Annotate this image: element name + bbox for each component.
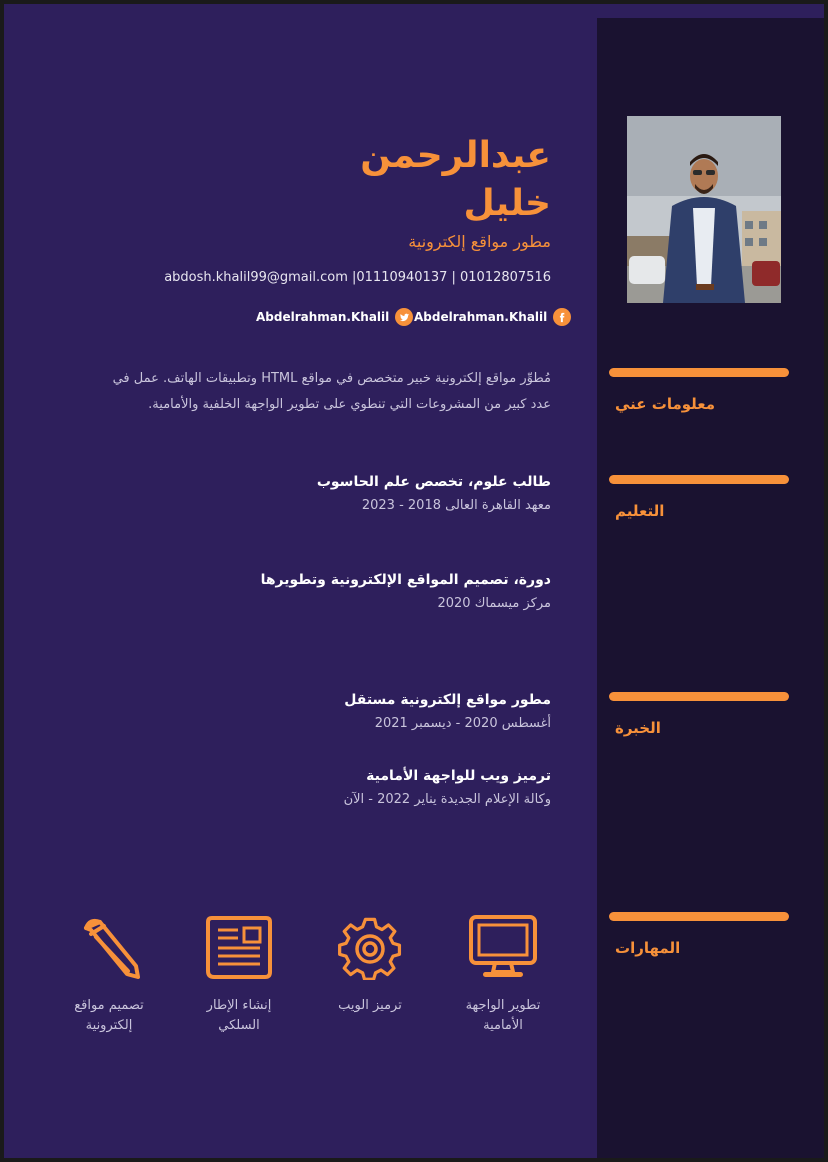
name-line2: خليل [463,183,551,224]
skills-section-heading [609,912,789,957]
profile-photo [627,116,781,303]
name-line1: عبدالرحمن [360,135,551,176]
education-item-sub: معهد القاهرة العالى 2018 - 2023 [361,498,551,513]
facebook-icon [553,308,571,326]
gear-icon [335,914,405,980]
skill-label-line2: السلكي [218,1018,260,1033]
skill-web-coding [305,914,435,1016]
skills-title: المهارات [615,939,681,957]
skill-wireframe [174,914,304,1036]
experience-item-title: ترميز ويب للواجهة الأمامية [366,768,551,784]
skill-web-design [44,914,174,1036]
about-title: معلومات عني [615,395,716,413]
about-bar [609,368,789,377]
education-item-title: دورة، تصميم المواقع الإلكترونية وتطويرها [260,572,551,588]
name-heading [251,132,551,228]
about-text [61,366,551,418]
skill-label-line1: تصميم مواقع [74,998,144,1013]
experience-bar [609,692,789,701]
job-title: مطور مواقع إلكترونية [408,232,551,251]
contact-info[interactable]: abdosh.khalil99@gmail.com |01110940137 | 01012807516 [164,270,551,285]
education-bar [609,475,789,484]
experience-item-sub: وكالة الإعلام الجديدة يناير 2022 - الآن [343,792,551,807]
about-line2: عدد كبير من المشروعات التي تنطوي على تطوير الواجهة الخلفية والأمامية. [148,397,551,412]
experience-section-heading [609,692,789,737]
experience-title: الخبرة [615,719,661,737]
facebook-handle: Abdelrahman.Khalil [414,310,548,324]
education-title: التعليم [615,502,665,520]
skill-label-line2: إلكترونية [85,1018,133,1033]
skill-frontend [438,914,568,1036]
about-line1: مُطوِّر مواقع إلكترونية خبير متخصص في مواقع HTML وتطبيقات الهاتف. عمل في [112,371,551,386]
skill-label-line1: ترميز الويب [338,998,402,1013]
skill-label-line1: إنشاء الإطار [206,998,272,1013]
skill-label-line2: الأمامية [483,1018,523,1033]
experience-item-sub: أغسطس 2020 - ديسمبر 2021 [374,716,551,731]
education-section-heading [609,475,789,520]
skill-label [438,996,568,1036]
twitter-icon [395,308,413,326]
twitter-link[interactable] [256,308,413,326]
experience-item [131,768,551,807]
skill-label [174,996,304,1036]
resume-page [4,4,824,1158]
experience-item-title: مطور مواقع إلكترونية مستقل [344,692,551,708]
about-section-heading [609,368,789,413]
top-strip [4,4,824,18]
skills-bar [609,912,789,921]
skill-label-line1: تطوير الواجهة [465,998,541,1013]
twitter-handle: Abdelrahman.Khalil [256,310,390,324]
facebook-link[interactable] [414,308,571,326]
education-item [131,572,551,611]
education-item [131,474,551,513]
skill-label [44,996,174,1036]
skill-label [305,996,435,1016]
monitor-icon [467,914,539,980]
document-icon [204,914,274,980]
experience-item [131,692,551,731]
pencil-icon [74,914,144,980]
education-item-sub: مركز ميسماك 2020 [437,596,551,611]
education-item-title: طالب علوم، تخصص علم الحاسوب [316,474,551,490]
